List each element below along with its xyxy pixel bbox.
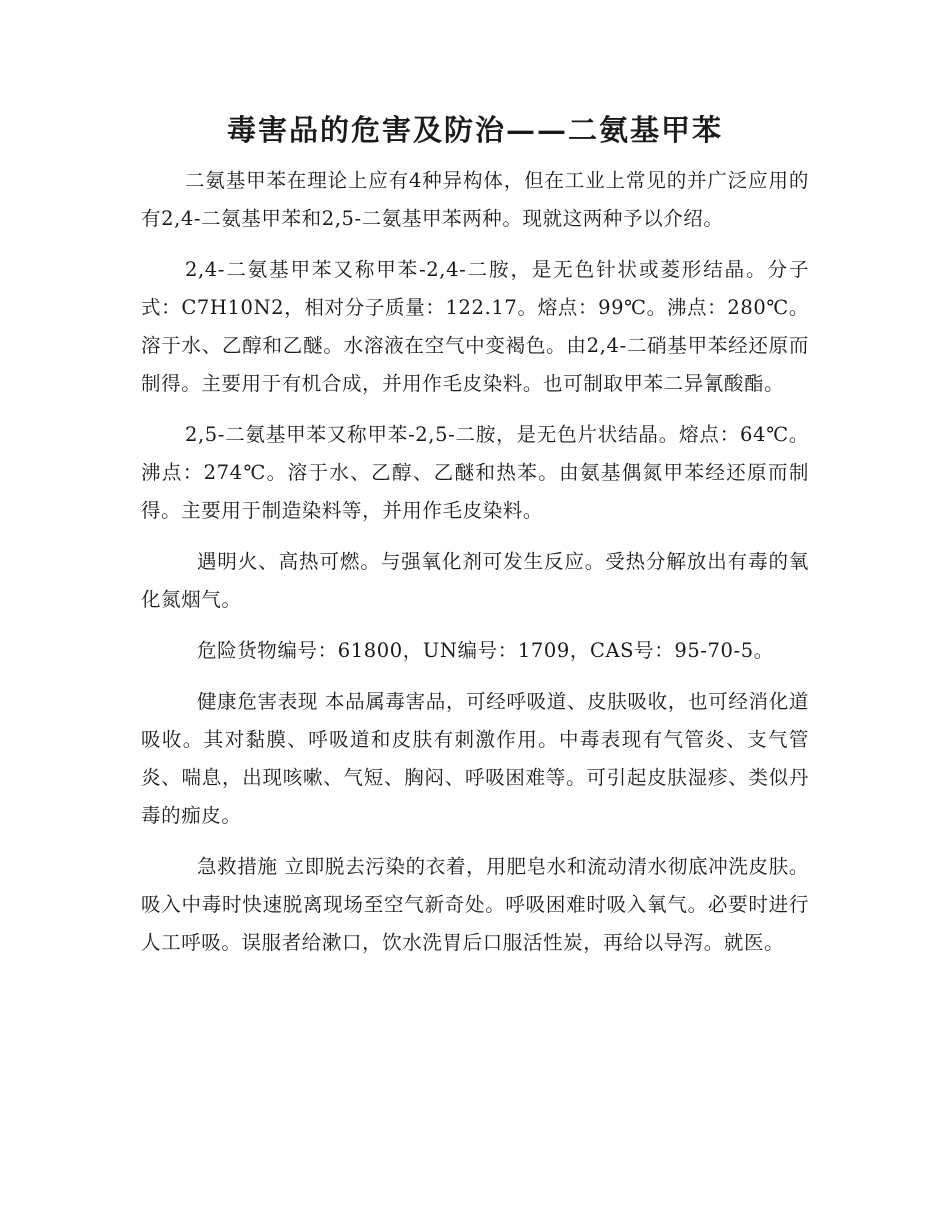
paragraph-isomers-intro: 二氨基甲苯在理论上应有4种异构体，但在工业上常见的并广泛应用的有2,4-二氨基甲苯和2,5-二氨基甲苯两种。现就这两种予以介绍。 [141,169,809,230]
document-title: 毒害品的危害及防治——二氨基甲苯 [226,113,723,147]
paragraph-hazard-numbers: 危险货物编号：61800，UN编号：1709，CAS号：95-70-5。 [197,639,774,662]
paragraph-health-hazards: 健康危害表现 本品属毒害品，可经呼吸道、皮肤吸收，也可经消化道吸收。其对黏膜、呼吸道和皮肤有刺激作用。中毒表现有气管炎、支气管炎、喘息，出现咳嗽、气短、胸闷、呼吸困难等。可引起皮肤湿疹、类似丹毒的痂皮。 [141,690,809,827]
paragraph-fire-hazard: 遇明火、高热可燃。与强氧化剂可发生反应。受热分解放出有毒的氧化氮烟气。 [141,550,809,611]
paragraph-first-aid: 急救措施 立即脱去污染的衣着，用肥皂水和流动清水彻底冲洗皮肤。吸入中毒时快速脱离现场至空气新奇处。呼吸困难时吸入氧气。必要时进行人工呼吸。误服者给漱口，饮水洗胃后口服活性炭，再给以导泻。就医。 [141,855,809,954]
document-body [141,162,809,975]
paragraph-2-4-diaminotoluene: 2,4-二氨基甲苯又称甲苯-2,4-二胺，是无色针状或菱形结晶。分子式：C7H10N2，相对分子质量：122.17。熔点：99℃。沸点：280℃。溶于水、乙醇和乙醚。水溶液在空气中变褐色。由2,4-二硝基甲苯经还原而制得。主要用于有机合成，并用作毛皮染料。也可制取甲苯二异氰酸酯。 [141,258,809,395]
paragraph-2-5-diaminotoluene: 2,5-二氨基甲苯又称甲苯-2,5-二胺，是无色片状结晶。熔点：64℃。沸点：274℃。溶于水、乙醇、乙醚和热苯。由氨基偶氮甲苯经还原而制得。主要用于制造染料等，并用作毛皮染料。 [141,423,809,522]
